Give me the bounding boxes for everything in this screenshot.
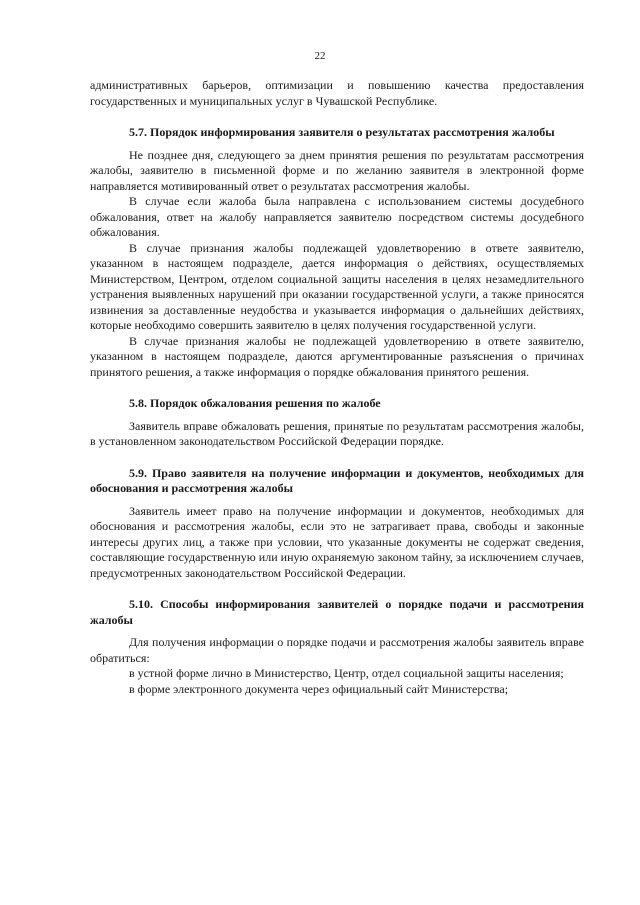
section-5-9 <box>90 466 584 582</box>
paragraph: Заявитель имеет право на получение информации и документов, необходимых для обоснования и рассмотрения жалобы, если это не затрагивает права, свободы и законные интересы других лиц, а также при условии, что указанные документы не содержат сведения, составляющие государственную или иную охраняемую законом тайну, за исключением случаев, предусмотренных законодательством Российской Федерации. <box>90 503 584 580</box>
section-5-10 <box>90 597 584 697</box>
section-heading: 5.10. Способы информирования заявителей о порядке подачи и рассмотрения жалобы <box>90 597 584 627</box>
page-number: 22 <box>314 50 326 62</box>
paragraph: Заявитель вправе обжаловать решения, принятые по результатам рассмотрения жалобы, в установленном законодательством Российской Федерации порядке. <box>90 418 584 448</box>
paragraph: в устной форме лично в Министерство, Центр, отдел социальной защиты населения; <box>129 666 564 680</box>
section-heading: 5.7. Порядок информирования заявителя о результатах рассмотрения жалобы <box>129 125 555 139</box>
section-5-7 <box>90 125 584 380</box>
paragraph: Не позднее дня, следующего за днем принятия решения по результатам рассмотрения жалобы, заявителю в письменной форме и по желанию заявителя в электронной форме направляется мотивированный ответ о результатах рассмотрения жалобы. <box>90 147 584 193</box>
section-heading: 5.8. Порядок обжалования решения по жалобе <box>129 396 381 410</box>
paragraph: В случае признания жалобы не подлежащей удовлетворению в ответе заявителю, указанном в настоящем подразделе, даются аргументированные разъяснения о причинах принятого решения, а также информация о порядке обжалования принятого решения. <box>90 333 584 379</box>
section-heading: 5.9. Право заявителя на получение информации и документов, необходимых для обоснования и рассмотрения жалобы <box>90 465 584 495</box>
paragraph: в форме электронного документа через официальный сайт Министерства; <box>129 681 509 696</box>
intro-paragraph: административных барьеров, оптимизации и повышению качества предоставления государственных и муниципальных услуг в Чувашской Республике. <box>90 78 584 108</box>
paragraph: В случае признания жалобы подлежащей удовлетворению в ответе заявителю, указанном в настоящем подразделе, дается информация о действиях, осуществляемых Министерством, Центром, отделом социальной защиты населения в целях незамедлительного устранения выявленных нарушений при оказании государственной услуги, а также приносятся извинения за доставленные неудобства и указывается информация о дальнейших действиях, которые необходимо совершить заявителю в целях получения государственной услуги. <box>90 240 584 332</box>
page-content <box>90 78 584 697</box>
paragraph: Для получения информации о порядке подачи и рассмотрения жалобы заявитель вправе обратиться: <box>90 635 584 665</box>
section-5-8 <box>90 396 584 450</box>
paragraph: В случае если жалоба была направлена с использованием системы досудебного обжалования, ответ на жалобу направляется заявителю посредством системы досудебного обжалования. <box>90 194 584 239</box>
